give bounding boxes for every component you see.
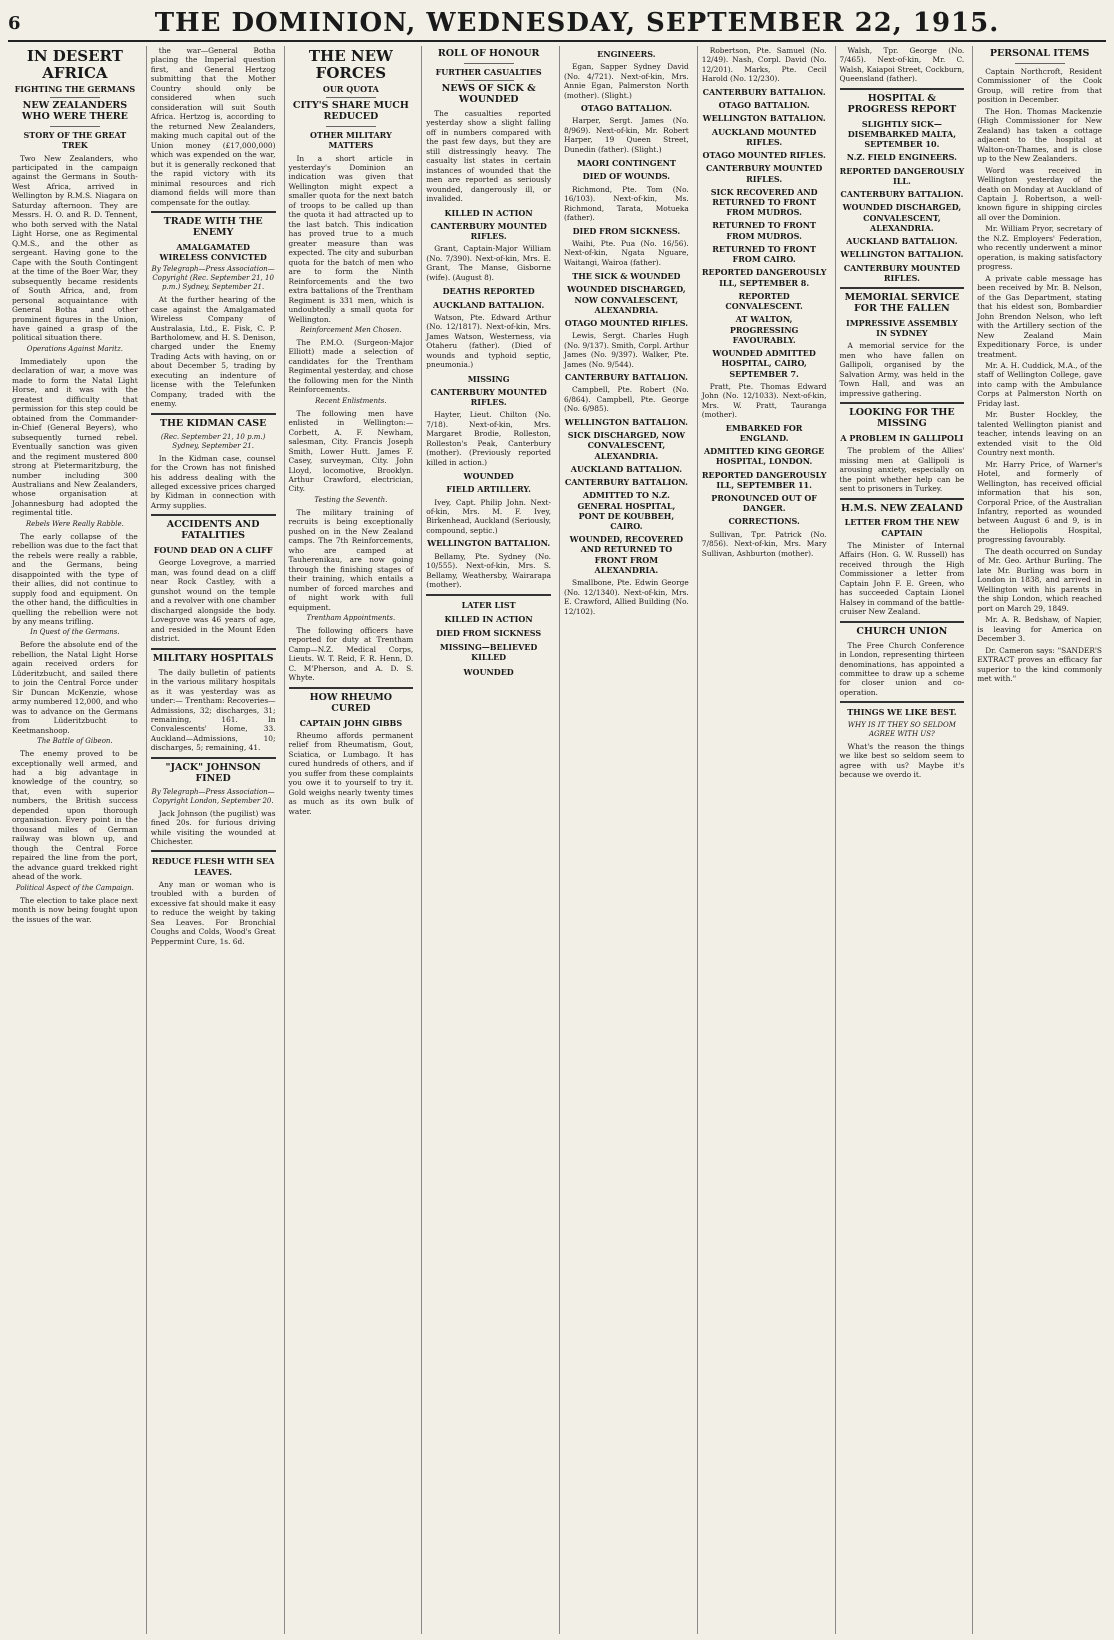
status-heading: ADMITTED TO N.Z. GENERAL HOSPITAL, PONT DE KOUBBEH, CAIRO. [577, 490, 676, 531]
paragraph: The military training of recruits is being exceptionally pushed on in the New Zealand camps. The 7th Reinforcements, who are camped at Tauherenikau, are now going through the finishing stages of their training, which entails a number of forced marches and of night work with full equipment. [288, 507, 414, 612]
status-heading: SICK DISCHARGED, NOW CONVALESCENT, ALEXANDRIA. [567, 430, 686, 461]
unit-heading: FIELD ARTILLERY. [446, 484, 531, 495]
headline: MILITARY HOSPITALS [152, 652, 274, 664]
newspaper-title: THE DOMINION, WEDNESDAY, SEPTEMBER 22, 1915. [154, 8, 1000, 38]
kicker: STORY OF THE GREAT TREK [23, 130, 127, 151]
subhead: OUR QUOTA [322, 84, 379, 94]
status-heading: AT WALTON, PROGRESSING FAVOURABLY. [729, 314, 799, 345]
credit-line: (Rec. September 21, 10 p.m.) Sydney, September 21. [160, 432, 266, 450]
crosshead: Recent Enlistments. [315, 396, 387, 405]
casualty-entry: Smallbone, Pte. Edwin George (No. 12/1340). Next-of-kin, Mrs. E. Crawford, Allied Building (No. 12/102). [564, 578, 689, 616]
status-heading: RETURNED TO FRONT FROM CAIRO. [712, 243, 816, 265]
casualty-entry: Hayter, Lieut. Chilton (No. 7/18). Next-of-kin, Mrs. Margaret Brodie, Rolleston, Rolleston's Peak, Canterbury (mother). (Previously reported killed in action.) [426, 410, 551, 467]
crosshead: Political Aspect of the Campaign. [15, 883, 134, 892]
casualty-section: DEATHS REPORTED [442, 286, 535, 297]
crosshead: Rebels Were Really Rabble. [25, 519, 124, 528]
status-heading: REPORTED DANGEROUSLY ILL, SEPTEMBER 8. [701, 267, 827, 288]
paragraph: Captain Northcroft, Resident Commissioner of the Cook Group, will retire from that position in December. [977, 66, 1102, 105]
status-heading: CORRECTIONS. [728, 516, 800, 527]
paragraph: Mr. Buster Hockley, the talented Wellington pianist and teacher, intends leaving on an extended visit to the Old Country next month. [977, 410, 1102, 458]
crosshead: Operations Against Maritz. [26, 344, 123, 353]
casualty-entry: Waihi, Pte. Pua (No. 16/56). Next-of-kin, Ngata Nguare, Waitangi, Wairoa (father). [564, 238, 689, 267]
advertisement-text: What's the reason the things we like best so seldom seem to agree with us? Maybe it's because we overdo it. [839, 741, 965, 779]
casualty-entry: Campbell, Pte. Robert (No. 6/864). Campbell, Pte. George (No. 6/985). [564, 385, 689, 414]
status-heading: WOUNDED DISCHARGED, NOW CONVALESCENT, ALEXANDRIA. [567, 284, 686, 315]
paragraph: The casualties reported yesterday show a slight falling off in numbers compared with the past few days, but they are still distressingly heavy. The casualty list states in certain instances of wounded that the men are reported as seriously wounded, dangerously ill, or invalided. [426, 109, 551, 204]
unit-heading: CANTERBURY MOUNTED RIFLES. [843, 262, 961, 283]
paragraph: The Minister of Internal Affairs (Hon. G. W. Russell) has received through the High Commissioner a letter from Captain John F. E. Green, who has succeeded Captain Lionel Halsey in command of the battle-cruiser New Zealand. [839, 540, 965, 617]
paragraph: The P.M.O. (Surgeon-Major Elliott) made a selection of candidates for the Trentham Regimental yesterday, and chose the following men for the Ninth Reinforcements. [288, 337, 414, 395]
paragraph: The following men have enlisted in Wellington:— Corbett, A. F. Newham, salesman, City. Francis Joseph Smith, Lower Hutt. James F. Casey, surveyman, City. John Lloyd, locomotive, Brooklyn. Arthur Crawford, electrician, City. [288, 408, 414, 494]
unit-heading: WELLINGTON BATTALION. [840, 249, 964, 260]
paragraph: A memorial service for the men who have fallen on Gallipoli, organised by the Salvation Army, was held in the Town Hall, and was an impressive gathering. [839, 341, 965, 398]
credit-line: By Telegraph—Press Association—Copyright (Rec. September 21, 10 p.m.) Sydney, September 21. [151, 265, 275, 292]
status-heading: WOUNDED ADMITTED HOSPITAL, CAIRO, SEPTEMBER 7. [712, 348, 816, 379]
casualty-entry: Robertson, Pte. Samuel (No. 12/49). Nash, Corpl. David (No. 12/201). Marks, Pte. Cecil Harold (No. 12/230). [701, 46, 827, 84]
advertisement-heading: HOW RHEUMO CURED [309, 691, 393, 714]
status-heading: REPORTED DANGEROUSLY ILL. [839, 165, 965, 186]
subhead: FIGHTING THE GERMANS [14, 84, 136, 94]
unit-heading: WELLINGTON BATTALION. [564, 416, 688, 427]
casualty-entry: Egan, Sapper Sydney David (No. 4/721). Next-of-kin, Mrs. Annie Egan, Palmerston North (mother). (Slight.) [564, 62, 689, 100]
newspaper-columns [8, 46, 1106, 1634]
status-heading: WOUNDED, RECOVERED AND RETURNED TO FRONT FROM ALEXANDRIA. [569, 534, 684, 575]
column-5 [559, 46, 693, 1634]
casualty-section: MAORI CONTINGENT [576, 158, 676, 169]
crosshead: Reinforcement Men Chosen. [300, 325, 402, 334]
kicker: FURTHER CASUALTIES [435, 66, 542, 77]
casualty-entry: Lewis, Sergt. Charles Hugh (No. 9/137). Smith, Corpl. Arthur James (No. 9/397). Walker, Pte. James (No. 9/544). [564, 331, 689, 369]
kicker: OTHER MILITARY MATTERS [309, 130, 392, 151]
unit-heading: OTAGO BATTALION. [580, 103, 672, 114]
casualty-section: WOUNDED [463, 471, 514, 482]
unit-heading: CANTERBURY MOUNTED RIFLES. [705, 163, 823, 184]
casualty-entry: Ivey, Capt. Philip John. Next-of-kin, Mrs. M. F. Ivey, Birkenhead, Auckland (Seriously, compound, septic.) [426, 497, 551, 535]
advertisement-text: Rheumo affords permanent relief from Rheumatism, Gout, Sciatica, or Lumbago. It has cured hundreds of others, and if you suffer from these complaints you owe it to yourself to try it. Gold weighs nearly twenty times as much as its own bulk of water. [288, 730, 414, 816]
casualty-section: LATER LIST [461, 599, 516, 610]
paragraph: In the Kidman case, counsel for the Crown has not finished his address dealing with the alleged excessive prices charged by Kidman in connection with Army supplies. [150, 453, 276, 510]
headline: HOSPITAL & PROGRESS REPORT [847, 92, 957, 115]
headline: TRADE WITH THE ENEMY [163, 215, 263, 238]
paragraph: The problem of the Allies' missing men at Gallipoli is arousing anxiety, especially on the point whether help can be sent to prisoners in Turkey. [839, 446, 965, 494]
headline: H.M.S. NEW ZEALAND [841, 502, 963, 514]
column-7 [835, 46, 969, 1634]
crosshead: Trentham Appointments. [306, 614, 396, 623]
advertisement-heading: REDUCE FLESH WITH SEA LEAVES. [151, 856, 275, 877]
headline: ACCIDENTS AND FATALITIES [166, 519, 260, 542]
casualty-entry: Bellamy, Pte. Sydney (No. 10/555). Next-of-kin, Mrs. S. Bellamy, Weathersby, Wairarapa (mother). [426, 551, 551, 590]
casualty-entry: Richmond, Pte. Tom (No. 16/103). Next-of-kin, Ms. Richmond, Tarata, Motueka (father). [564, 184, 689, 223]
unit-heading: CANTERBURY BATTALION. [840, 189, 964, 200]
paragraph: Mr. A. R. Bedshaw, of Napier, is leaving for America on December 3. [977, 615, 1102, 644]
status-heading: DIED OF WOUNDS. [582, 171, 671, 182]
column-2 [146, 46, 280, 1634]
unit-heading: CANTERBURY MOUNTED RIFLES. [430, 386, 547, 408]
paragraph: The election to take place next month is now being fought upon the issues of the war. [12, 895, 138, 924]
headline-new-forces: THE NEW FORCES [308, 47, 393, 82]
paragraph: The early collapse of the rebellion was due to the fact that the rebels were really a rabble, and the Germans, being disappointed with the type of their allies, did not continue to supply food and equipment. On the other hand, the difficulties in quelling the rebellion were not by any means trifling. [12, 531, 138, 627]
paragraph: the war—General Botha placing the Imperial question first, and General Hertzog submitting that the Mother Country should only be considered when such consideration will suit South Africa. Hertzog is, according to the returned New Zealanders, making much capital out of the Union money (£17,000,000) which was expended on the war, but it is generally reckoned that the rapid victory with its minimal resources and rich diamond fields will more than compensate for the outlay. [150, 46, 276, 207]
unit-heading: N.Z. FIELD ENGINEERS. [846, 152, 957, 163]
paragraph: Mr. William Pryor, secretary of the N.Z. Employers' Federation, who recently underwent a minor operation, is making satisfactory progress. [977, 224, 1102, 272]
unit-heading: OTAGO BATTALION. [718, 100, 810, 111]
casualty-section: DIED FROM SICKNESS [436, 627, 542, 638]
paragraph: Before the absolute end of the rebellion, the Natal Light Horse again received orders for Lüderitzbucht, and sailed there to join the Central Force under Sir Duncan McKenzie, whose army numbered 12,000, and who was to advance on the Germans from Lüderitzbucht to Keetmanshoop. [12, 640, 138, 735]
headline: "JACK" JOHNSON FINED [165, 761, 261, 784]
unit-heading: AUCKLAND BATTALION. [433, 299, 545, 310]
advertisement-deck: WHY IS IT THEY SO SELDOM AGREE WITH US? [847, 720, 956, 738]
deck: LETTER FROM THE NEW CAPTAIN [844, 517, 960, 538]
status-heading: ADMITTED KING GEORGE HOSPITAL, LONDON. [703, 446, 825, 467]
casualty-entry: Walsh, Tpr. George (No. 7/465). Next-of-kin, Mr. C. Walsh, Kaiapoi Street, Cockburn, Queensland (father). [839, 46, 965, 84]
deck: A PROBLEM IN GALLIPOLI [840, 432, 964, 443]
unit-heading: AUCKLAND BATTALION. [570, 463, 682, 474]
unit-heading: AUCKLAND BATTALION. [846, 236, 958, 247]
advertisement-heading: THINGS WE LIKE BEST. [847, 707, 957, 718]
casualty-entry: Grant, Captain-Major William (No. 7/390). Next-of-kin, Mrs. E. Grant, The Manse, Gisborne (wife). (August 8). [426, 244, 551, 282]
headline-personal-items: PERSONAL ITEMS [989, 48, 1090, 59]
paragraph: A private cable message has been received by Mr. B. Nelson, of the Gas Department, stating that his eldest son, Bombardier John Brendon Nelson, who left with the Artillery section of the New Zealand Main Expeditionary Force, is under treatment. [977, 273, 1102, 359]
crosshead: In Quest of the Germans. [30, 628, 120, 637]
paragraph: Mr. A. H. Cuddick, M.A., of the staff of Wellington College, gave into camp with the Ambulance Corps at Palmerston North on Friday last. [977, 360, 1102, 408]
status-heading: RETURNED TO FRONT FROM MUDROS. [712, 220, 816, 241]
paragraph: The daily bulletin of patients in the various military hospitals as it was yesterday was as under:— Trentham: Recoveries—Admissions, 32; discharges, 31; remaining, 161. In Convalescents' Home, 33. Auckland—Admissions, 10; discharges, 5; remaining, 41. [150, 667, 276, 753]
status-heading: SICK RECOVERED AND RETURNED TO FRONT FROM MUDROS. [710, 186, 818, 218]
column-3 [284, 46, 418, 1634]
status-heading: DIED FROM SICKNESS. [572, 225, 681, 236]
unit-heading: CANTERBURY BATTALION. [564, 372, 688, 383]
paragraph: Jack Johnson (the pugilist) was fined 20s. for furious driving while visiting the wounded at Chichester. [150, 808, 276, 846]
status-heading: EMBARKED FOR ENGLAND. [725, 422, 803, 443]
headline-in-desert-africa: IN DESERT AFRICA [26, 47, 123, 82]
page-number: 6 [8, 12, 21, 34]
deck: FOUND DEAD ON A CLIFF [153, 545, 273, 556]
unit-heading: CANTERBURY BATTALION. [564, 477, 688, 488]
status-heading: REPORTED DANGEROUSLY ILL, SEPTEMBER 11. [701, 469, 827, 490]
paragraph: The enemy proved to be exceptionally well armed, and had a big advantage in knowledge of the country, so that, even with superior numbers, the British success depended upon thorough organisation. Every point in the thousand miles of German railway was blown up, and though the Central Force repaired the line from the port, the advance guard trekked right ahead of the work. [12, 749, 138, 882]
unit-heading: WELLINGTON BATTALION. [427, 538, 551, 549]
paragraph: Dr. Cameron says: "SANDER'S EXTRACT proves an efficacy far superior to the kind commonly met with." [977, 645, 1102, 683]
status-heading: REPORTED CONVALESCENT. [725, 290, 803, 312]
deck: NEW ZEALANDERS WHO WERE THERE [21, 100, 128, 123]
crosshead: The Battle of Gibeon. [37, 737, 113, 746]
crosshead: Testing the Seventh. [314, 495, 388, 504]
advertisement-deck: CAPTAIN JOHN GIBBS [299, 717, 403, 728]
headline: LOOKING FOR THE MISSING [849, 407, 955, 430]
paragraph: Mr. Harry Price, of Warner's Hotel, and formerly of Wellington, has received official information that his son, Corporal Price, of the Australian Infantry, reported as wounded between August 6 and 9, is in the Heliopolis Hospital, progressing favourably. [977, 459, 1102, 545]
status-heading: WOUNDED DISCHARGED, CONVALESCENT, ALEXANDRIA. [842, 202, 962, 233]
headline: THE KIDMAN CASE [159, 417, 267, 429]
unit-heading: CANTERBURY BATTALION. [702, 86, 826, 97]
deck: IMPRESSIVE ASSEMBLY IN SYDNEY [846, 317, 958, 339]
paragraph: Two New Zealanders, who participated in the campaign against the Germans in South-West Africa, arrived in Wellington by R.M.S. Niagara on Saturday afternoon. They are Messrs. H. O. and R. D. Tennent, who both served with the Natal Light Horse, one as Regimental Q.M.S., and the other as sergeant. Having gone to the Cape with the South Contingent at the time of the Boer War, they subsequently became residents of South Africa, and, from personal acquaintance with General Botha and other prominent figures in the Union, have gained a grasp of the political situation there. [12, 153, 138, 343]
headline: MEMORIAL SERVICE FOR THE FALLEN [844, 292, 960, 314]
casualty-section: MISSING—BELIEVED KILLED [439, 642, 538, 663]
paragraph: The death occurred on Sunday of Mr. Geo. Arthur Burling. The late Mr. Burling was born in London in 1838, and arrived in Wellington with his parents in the ship London, which reached port on March 29, 1849. [977, 546, 1102, 613]
unit-heading: OTAGO MOUNTED RIFLES. [702, 150, 826, 161]
unit-heading: ENGINEERS. [597, 49, 656, 59]
casualty-entry: Sullivan, Tpr. Patrick (No. 7/856). Next-of-kin, Mrs. Mary Sullivan, Ashburton (mother). [701, 529, 827, 558]
paragraph: The Hon. Thomas Mackenzie (High Commissioner for New Zealand) has taken a cottage adjacent to the hospital at Walton-on-Thames, and is close up to the New Zealanders. [977, 106, 1102, 164]
credit-line: By Telegraph—Press Association—Copyright London, September 20. [151, 787, 275, 805]
casualty-section: MISSING [467, 373, 510, 384]
column-1 [8, 46, 142, 1634]
column-6 [697, 46, 831, 1634]
unit-heading: AUCKLAND MOUNTED RIFLES. [711, 126, 817, 147]
column-4 [421, 46, 555, 1634]
paragraph: The following officers have reported for duty at Trentham Camp—N.Z. Medical Corps, Lieuts. W. T. Reid, F. R. Henn, D. C. M'Pherson, and A. D. S. Whyte. [288, 625, 414, 683]
paragraph: The Free Church Conference in London, representing thirteen denominations, has appointed a committee to draw up a scheme for closer union and co-operation. [839, 640, 965, 697]
paragraph: In a short article in yesterday's Dominion an indication was given that Wellington might expect a smaller quota for the next batch of troops to be called up than the quota it had attracted up to the last batch. This indication has proved true to a much greater measure than was expected. The city and suburban quota for the batch of men who are to form the Ninth Reinforcements and the two extra battalions of the Trentham Regiment is 331 men, which is undoubtedly a small quota for Wellington. [288, 153, 414, 324]
status-heading: PRONOUNCED OUT OF DANGER. [711, 493, 817, 514]
unit-heading: WELLINGTON BATTALION. [702, 113, 826, 124]
casualty-section: THE SICK & WOUNDED [572, 271, 681, 282]
casualty-section: WOUNDED [463, 666, 514, 677]
casualty-entry: Harper, Sergt. James (No. 8/969). Next-of-kin, Mr. Robert Harper, 19 Queen Street, Dunedin (father). (Slight.) [564, 116, 689, 154]
casualty-entry: Pratt, Pte. Thomas Edward John (No. 12/1033). Next-of-kin, Mrs. W. Pratt, Tauranga (mother). [701, 381, 827, 420]
unit-heading: CANTERBURY MOUNTED RIFLES. [430, 220, 547, 242]
headline-roll-of-honour: ROLL OF HONOUR [437, 48, 540, 59]
deck: AMALGAMATED WIRELESS CONVICTED [159, 241, 267, 263]
paragraph: Immediately upon the declaration of war, a move was made to form the Natal Light Horse, and it was with the greatest difficulty that permission for this step could be obtained from the Commander-in-Chief (General Beyers), who subsequently turned rebel. Eventually sanction was given and the regiment mustered 800 strong at Pietermaritzburg, the number including 300 Australians and New Zealanders, whose organisation at Johannesburg had adopted the regimental title. [12, 356, 138, 518]
paragraph: George Lovegrove, a married man, was found dead on a cliff near Rock Castley, with a gunshot wound on the temple and a revolver with one chamber discharged alongside the body. Lovegrove was 46 years of age, and resided in the Mount Eden district. [150, 558, 276, 644]
casualty-section: KILLED IN ACTION [444, 207, 533, 218]
headline: CHURCH UNION [856, 625, 948, 637]
casualty-section: KILLED IN ACTION [444, 613, 533, 624]
unit-heading: OTAGO MOUNTED RIFLES. [564, 318, 688, 329]
paragraph: At the further hearing of the case against the Amalgamated Wireless Company of Australasia, Ltd., E. Fisk, C. P. Bartholomew, and H. S. Denison, charged under the Enemy Trading Acts with having, on or about December 5, trading by executing an indenture of license with the Telefunken Company, traded with the enemy. [150, 295, 276, 409]
casualty-entry: Watson, Pte. Edward Arthur (No. 12/1817). Next-of-kin, Mrs. James Watson, Westerness, via Otaheru (father). (Died of wounds and typhoid septic, pneumonia.) [426, 312, 551, 370]
deck: CITY'S SHARE MUCH REDUCED [292, 100, 409, 123]
deck: NEWS OF SICK & WOUNDED [441, 83, 536, 106]
column-8 [972, 46, 1106, 1634]
status-heading: SLIGHTLY SICK—DISEMBARKED MALTA, SEPTEMBER 10. [847, 118, 957, 150]
masthead [8, 6, 1106, 42]
paragraph: Word was received in Wellington yesterday of the death on Monday at Auckland of Captain J. Robertson, a well-known figure in shipping circles all over the Dominion. [977, 165, 1102, 222]
advertisement-text: Any man or woman who is troubled with a burden of excessive fat should make it easy to reduce the weight by taking Sea Leaves. For Bronchial Coughs and Colds, Wood's Great Peppermint Cure, 1s. 6d. [150, 879, 276, 946]
